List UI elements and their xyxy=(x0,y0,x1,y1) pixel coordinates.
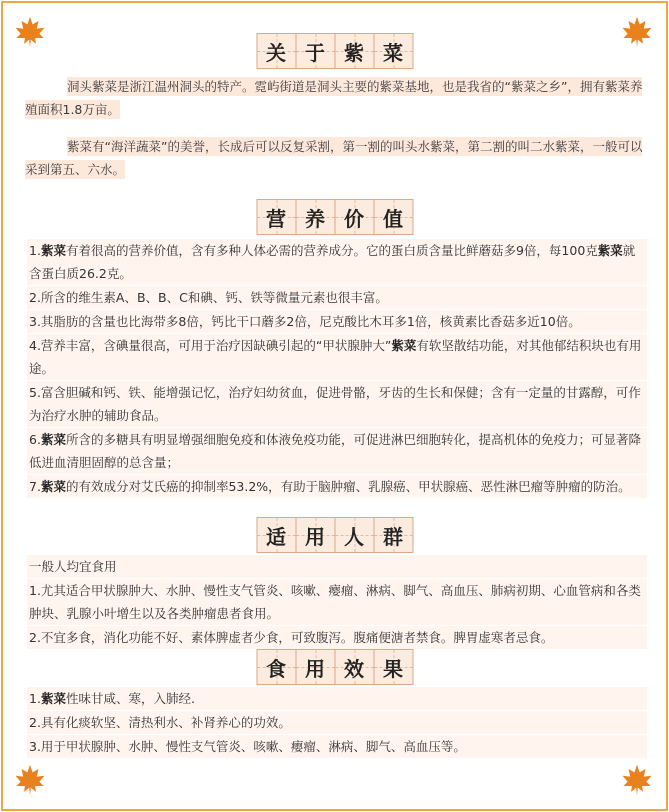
list-item: 2.不宜多食，消化功能不好、素体脾虚者少食，可致腹泻。腹痛便溏者禁食。脾胃虚寒者忌食。 xyxy=(27,626,647,650)
maple-leaf-icon xyxy=(13,15,47,49)
suitable-list xyxy=(27,555,647,650)
section-heading-about: 关 于 紫 菜 xyxy=(256,33,413,69)
list-item: 7.紫菜的有效成分对艾氏癌的抑制率53.2%，有助于脑肿瘤、乳腺癌、甲状腺癌、恶性淋巴瘤等肿瘤的防治。 xyxy=(27,475,647,499)
list-item: 4.营养丰富，含碘量很高，可用于治疗因缺碘引起的“甲状腺肿大”紫菜有软坚散结功能，对其他郁结积块也有用途。 xyxy=(27,334,647,381)
list-item: 2.具有化痰软坚、清热利水、补肾养心的功效。 xyxy=(27,711,647,735)
list-item: 3.其脂肪的含量也比海带多8倍，钙比干口蘑多2倍，尼克酸比木耳多1倍，核黄素比香菇多近10倍。 xyxy=(27,310,647,334)
effects-list xyxy=(27,687,647,759)
intro-paragraph: 洞头紫菜是浙江温州洞头的特产。霓屿街道是洞头主要的紫菜基地，也是我省的“紫菜之乡”，拥有紫菜养殖面积1.8万亩。 xyxy=(25,79,643,117)
list-item: 5.富含胆碱和钙、铁、能增强记忆，治疗妇幼贫血，促进骨骼，牙齿的生长和保健；含有一定量的甘露醇，可作为治疗水肿的辅助食品。 xyxy=(27,381,647,428)
maple-leaf-icon xyxy=(620,15,654,49)
section-heading-nutrition: 营 养 价 值 xyxy=(256,199,413,235)
list-item: 1.紫菜性味甘咸、寒，入肺经. xyxy=(27,687,647,711)
list-item: 6.紫菜所含的多糖具有明显增强细胞免疫和体液免疫功能，可促进淋巴细胞转化，提高机体的免疫力；可显著降低进血清胆固醇的总含量； xyxy=(27,428,647,475)
list-item: 1.紫菜有着很高的营养价值，含有多种人体必需的营养成分。它的蛋白质含量比鲜蘑菇多9倍，每100克紫菜就含蛋白质26.2克。 xyxy=(27,239,647,286)
section-heading-suitable: 适 用 人 群 xyxy=(256,517,413,553)
intro-paragraph: 紫菜有“海洋蔬菜”的美誉，长成后可以反复采割，第一割的叫头水紫菜，第二割的叫二水紫菜，一般可以采到第五、六水。 xyxy=(25,139,643,177)
maple-leaf-icon xyxy=(13,763,47,797)
page-frame xyxy=(1,1,668,811)
list-item: 1.尤其适合甲状腺肿大、水肿、慢性支气管炎、咳嗽、瘿瘤、淋病、脚气、高血压、肺病初期、心血管病和各类肿块、乳腺小叶增生以及各类肿瘤患者食用。 xyxy=(27,579,647,626)
section-heading-effects: 食 用 效 果 xyxy=(256,649,413,685)
nutrition-list xyxy=(27,239,647,499)
list-item: 3.用于甲状腺肿、水肿、慢性支气管炎、咳嗽、瘿瘤、淋病、脚气、高血压等。 xyxy=(27,735,647,759)
list-item: 一般人均宜食用 xyxy=(27,555,647,579)
list-item: 2.所含的维生素A、B、B、C和碘、钙、铁等微量元素也很丰富。 xyxy=(27,286,647,310)
maple-leaf-icon xyxy=(620,763,654,797)
